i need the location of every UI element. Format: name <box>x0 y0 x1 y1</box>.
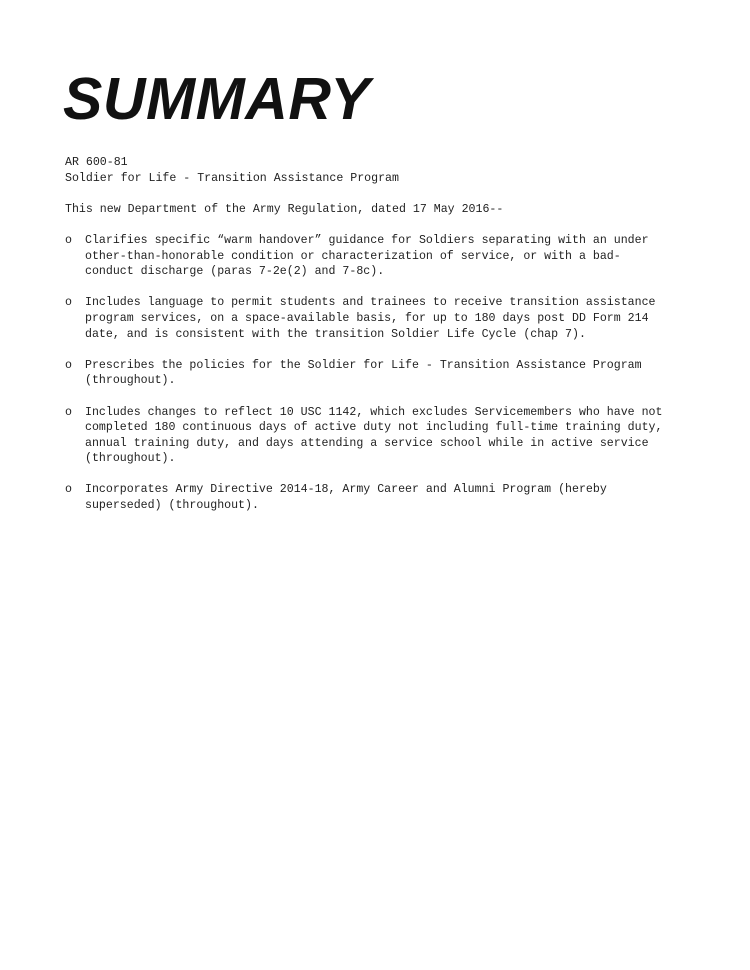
list-item <box>65 405 665 467</box>
list-item-text: Prescribes the policies for the Soldier for Life - Transition Assistance Program (throughout). <box>85 358 642 388</box>
list-item <box>65 358 665 389</box>
bullet-marker: o <box>65 358 72 372</box>
list-item-text: Incorporates Army Directive 2014-18, Army Career and Alumni Program (hereby superseded) (throughout). <box>85 483 607 513</box>
regulation-name: Soldier for Life - Transition Assistance Program <box>65 171 399 185</box>
summary-list <box>65 233 665 514</box>
list-item <box>65 482 665 513</box>
summary-content <box>65 155 665 529</box>
bullet-marker: o <box>65 483 72 497</box>
bullet-marker: o <box>65 405 72 419</box>
list-item-text: Includes language to permit students and trainees to receive transition assistance program services, on a space-available basis, for up to 180 days post DD Form 214 date, and is consistent with the transition Soldier Life Cycle (chap 7). <box>85 296 656 341</box>
intro-text: This new Department of the Army Regulation, dated 17 May 2016-- <box>65 202 504 216</box>
list-item <box>65 295 665 342</box>
list-item-text: Includes changes to reflect 10 USC 1142, which excludes Servicemembers who have not completed 180 continuous days of active duty not including full-time training duty, annual training duty, and days attending a service school while in active service (throughout). <box>85 405 663 466</box>
page-title: SUMMARY <box>63 66 371 132</box>
bullet-marker: o <box>65 296 72 310</box>
bullet-marker: o <box>65 233 72 247</box>
regulation-number: AR 600-81 <box>65 156 128 169</box>
list-item-text: Clarifies specific “warm handover” guidance for Soldiers separating with an under other-than-honorable condition or characterization of service, or with a bad-conduct discharge (paras 7-2e(2) and 7-8c). <box>85 233 649 279</box>
list-item <box>65 233 665 280</box>
